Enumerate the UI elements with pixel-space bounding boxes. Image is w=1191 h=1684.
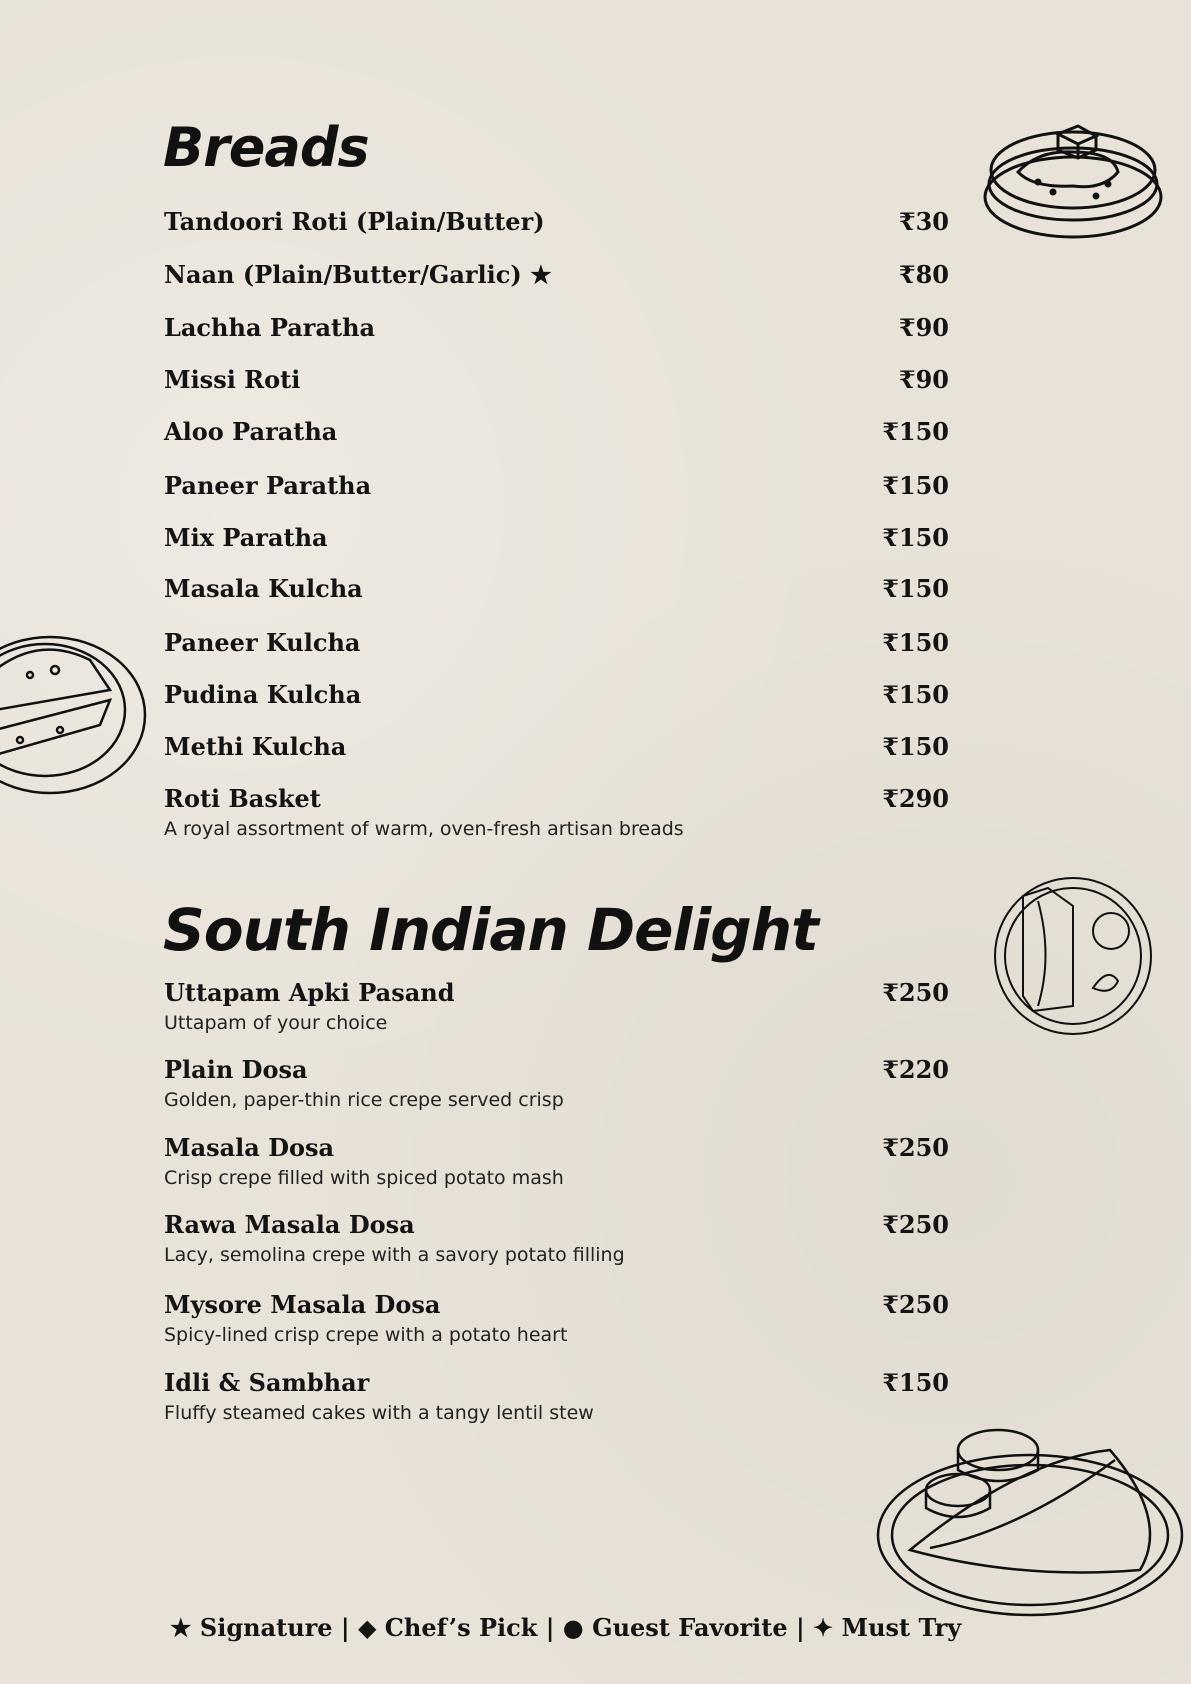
item-price: ₹250 [882,1133,949,1162]
bread-item [164,204,949,240]
item-description: Lacy, semolina crepe with a savory potato filling [164,1244,625,1266]
item-name: Plain Dosa [164,1055,308,1084]
item-price: ₹150 [882,628,949,657]
item-name: Aloo Paratha [164,417,338,446]
item-name: Naan (Plain/Butter/Garlic) ★ [164,260,552,289]
bread-item [164,362,949,398]
bread-item [164,310,949,346]
item-name: Mix Paratha [164,523,328,552]
item-name: Mysore Masala Dosa [164,1290,441,1319]
bread-item [164,257,949,293]
dosa-thali-icon [993,876,1153,1036]
item-price: ₹250 [882,1290,949,1319]
item-price: ₹250 [882,978,949,1007]
bread-item [164,625,949,661]
item-price: ₹150 [882,471,949,500]
item-name: Missi Roti [164,365,301,394]
item-description: Fluffy steamed cakes with a tangy lentil stew [164,1402,594,1424]
item-name: Lachha Paratha [164,313,376,342]
item-description: Uttapam of your choice [164,1012,388,1034]
south-indian-item [164,1207,949,1266]
item-name: Rawa Masala Dosa [164,1210,415,1239]
item-name: Methi Kulcha [164,732,347,761]
item-price: ₹150 [882,680,949,709]
item-price: ₹150 [882,417,949,446]
dosa-with-chutney-icon [870,1420,1186,1620]
item-name: Masala Dosa [164,1133,335,1162]
south-indian-item [164,975,949,1034]
item-price: ₹150 [882,1368,949,1397]
item-name: Masala Kulcha [164,574,363,603]
item-name: Tandoori Roti (Plain/Butter) [164,207,545,236]
item-name: Roti Basket [164,784,321,813]
item-price: ₹150 [882,523,949,552]
item-price: ₹80 [898,260,949,289]
bread-item [164,414,949,450]
item-description: Golden, paper-thin rice crepe served crisp [164,1089,564,1111]
item-description: Crisp crepe filled with spiced potato mash [164,1167,564,1189]
south-indian-item [164,1052,949,1111]
bread-item [164,729,949,765]
item-price: ₹90 [898,365,949,394]
item-name: Uttapam Apki Pasand [164,978,455,1007]
item-price: ₹290 [882,784,949,813]
legend: ★ Signature | ◆ Chef’s Pick | ● Guest Favorite | ✦ Must Try [170,1613,962,1642]
bread-item [164,781,949,840]
item-name: Paneer Paratha [164,471,372,500]
breads-heading: Breads [163,116,369,179]
item-price: ₹90 [898,313,949,342]
bread-item [164,468,949,504]
bread-item [164,571,949,607]
south-indian-item [164,1365,949,1424]
south-indian-item [164,1130,949,1189]
item-name: Paneer Kulcha [164,628,361,657]
item-price: ₹150 [882,574,949,603]
south-indian-item [164,1287,949,1346]
item-price: ₹150 [882,732,949,761]
item-name: Pudina Kulcha [164,680,362,709]
south-indian-heading: South Indian Delight [163,896,818,964]
item-price: ₹30 [898,207,949,236]
pancake-stack-icon [978,112,1168,247]
item-description: A royal assortment of warm, oven-fresh artisan breads [164,818,684,840]
roti-plate-icon [0,630,150,800]
item-description: Spicy-lined crisp crepe with a potato heart [164,1324,568,1346]
item-name: Idli & Sambhar [164,1368,370,1397]
item-price: ₹220 [882,1055,949,1084]
bread-item [164,520,949,556]
item-price: ₹250 [882,1210,949,1239]
bread-item [164,677,949,713]
